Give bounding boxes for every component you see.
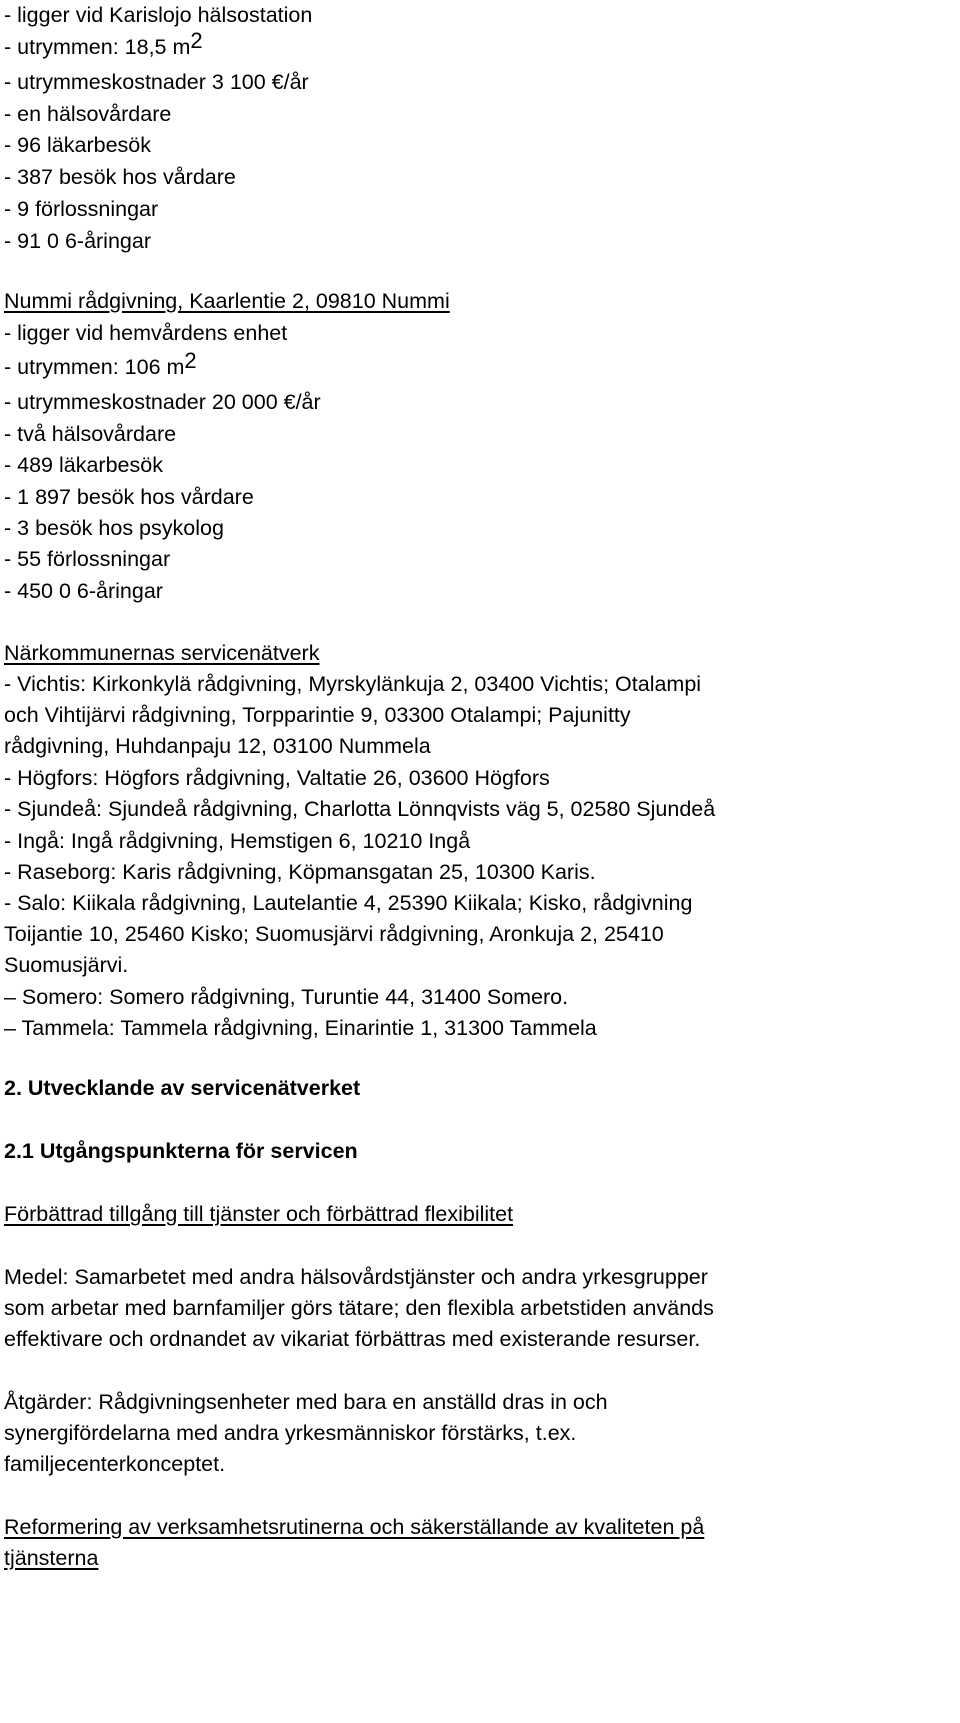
line-text: - utrymmen: 106 m	[4, 355, 185, 379]
text-line: - 387 besök hos vårdare	[4, 165, 236, 189]
network-line: - Vichtis: Kirkonkylä rådgivning, Myrskylänkuja 2, 03400 Vichtis; Otalampi	[4, 672, 702, 696]
network-line: rådgivning, Huhdanpaju 12, 03100 Nummela	[4, 734, 431, 758]
line-text: - utrymmen: 18,5 m	[4, 35, 191, 59]
text-line: - 3 besök hos psykolog	[4, 516, 224, 540]
paragraph-line: som arbetar med barnfamiljer görs tätare; den flexibla arbetstiden används	[4, 1296, 714, 1320]
topic-heading: tjänsterna	[4, 1546, 99, 1570]
text-line	[4, 28, 203, 60]
superscript: 2	[184, 348, 197, 373]
text-line: - 489 läkarbesök	[4, 453, 163, 477]
section-heading: Närkommunernas servicenätverk	[4, 641, 320, 665]
paragraph-line: synergifördelarna med andra yrkesmänniskor förstärks, t.ex.	[4, 1421, 577, 1445]
network-line: - Raseborg: Karis rådgivning, Köpmansgatan 25, 10300 Karis.	[4, 860, 596, 884]
network-line: - Sjundeå: Sjundeå rådgivning, Charlotta Lönnqvists väg 5, 02580 Sjundeå	[4, 797, 716, 821]
superscript: 2	[190, 28, 203, 53]
text-line: - 450 0 6-åringar	[4, 579, 163, 603]
paragraph-line: Åtgärder: Rådgivningsenheter med bara en anställd dras in och	[4, 1390, 608, 1414]
network-line: - Ingå: Ingå rådgivning, Hemstigen 6, 10210 Ingå	[4, 829, 471, 853]
text-line: - ligger vid Karislojo hälsostation	[4, 3, 313, 27]
network-line: – Tammela: Tammela rådgivning, Einarintie 1, 31300 Tammela	[4, 1016, 597, 1040]
subchapter-heading: 2.1 Utgångspunkterna för servicen	[4, 1139, 358, 1163]
network-line: Suomusjärvi.	[4, 953, 129, 977]
topic-heading: Förbättrad tillgång till tjänster och förbättrad flexibilitet	[4, 1202, 514, 1226]
text-line: - 91 0 6-åringar	[4, 229, 151, 253]
paragraph-line: familjecenterkonceptet.	[4, 1452, 226, 1476]
network-line: och Vihtijärvi rådgivning, Torpparintie 9, 03300 Otalampi; Pajunitty	[4, 703, 631, 727]
paragraph-line: effektivare och ordnandet av vikariat förbättras med existerande resurser.	[4, 1327, 701, 1351]
text-line: - ligger vid hemvårdens enhet	[4, 321, 288, 345]
section-heading: Nummi rådgivning, Kaarlentie 2, 09810 Nummi	[4, 289, 450, 313]
network-line: Toijantie 10, 25460 Kisko; Suomusjärvi rådgivning, Aronkuja 2, 25410	[4, 922, 664, 946]
topic-heading: Reformering av verksamhetsrutinerna och säkerställande av kvaliteten på	[4, 1515, 705, 1539]
text-line: - 55 förlossningar	[4, 547, 171, 571]
text-line: - 9 förlossningar	[4, 197, 159, 221]
text-line: - 96 läkarbesök	[4, 133, 151, 157]
text-line	[4, 348, 197, 380]
network-line: - Salo: Kiikala rådgivning, Lautelantie 4, 25390 Kiikala; Kisko, rådgivning	[4, 891, 693, 915]
text-line: - två hälsovårdare	[4, 422, 177, 446]
text-line: - utrymmeskostnader 3 100 €/år	[4, 70, 309, 94]
chapter-heading: 2. Utvecklande av servicenätverket	[4, 1076, 361, 1100]
network-line: – Somero: Somero rådgivning, Turuntie 44, 31400 Somero.	[4, 985, 569, 1009]
network-line: - Högfors: Högfors rådgivning, Valtatie 26, 03600 Högfors	[4, 766, 550, 790]
text-line: - utrymmeskostnader 20 000 €/år	[4, 390, 321, 414]
paragraph-line: Medel: Samarbetet med andra hälsovårdstjänster och andra yrkesgrupper	[4, 1265, 708, 1289]
text-line: - 1 897 besök hos vårdare	[4, 485, 254, 509]
text-line: - en hälsovårdare	[4, 102, 172, 126]
